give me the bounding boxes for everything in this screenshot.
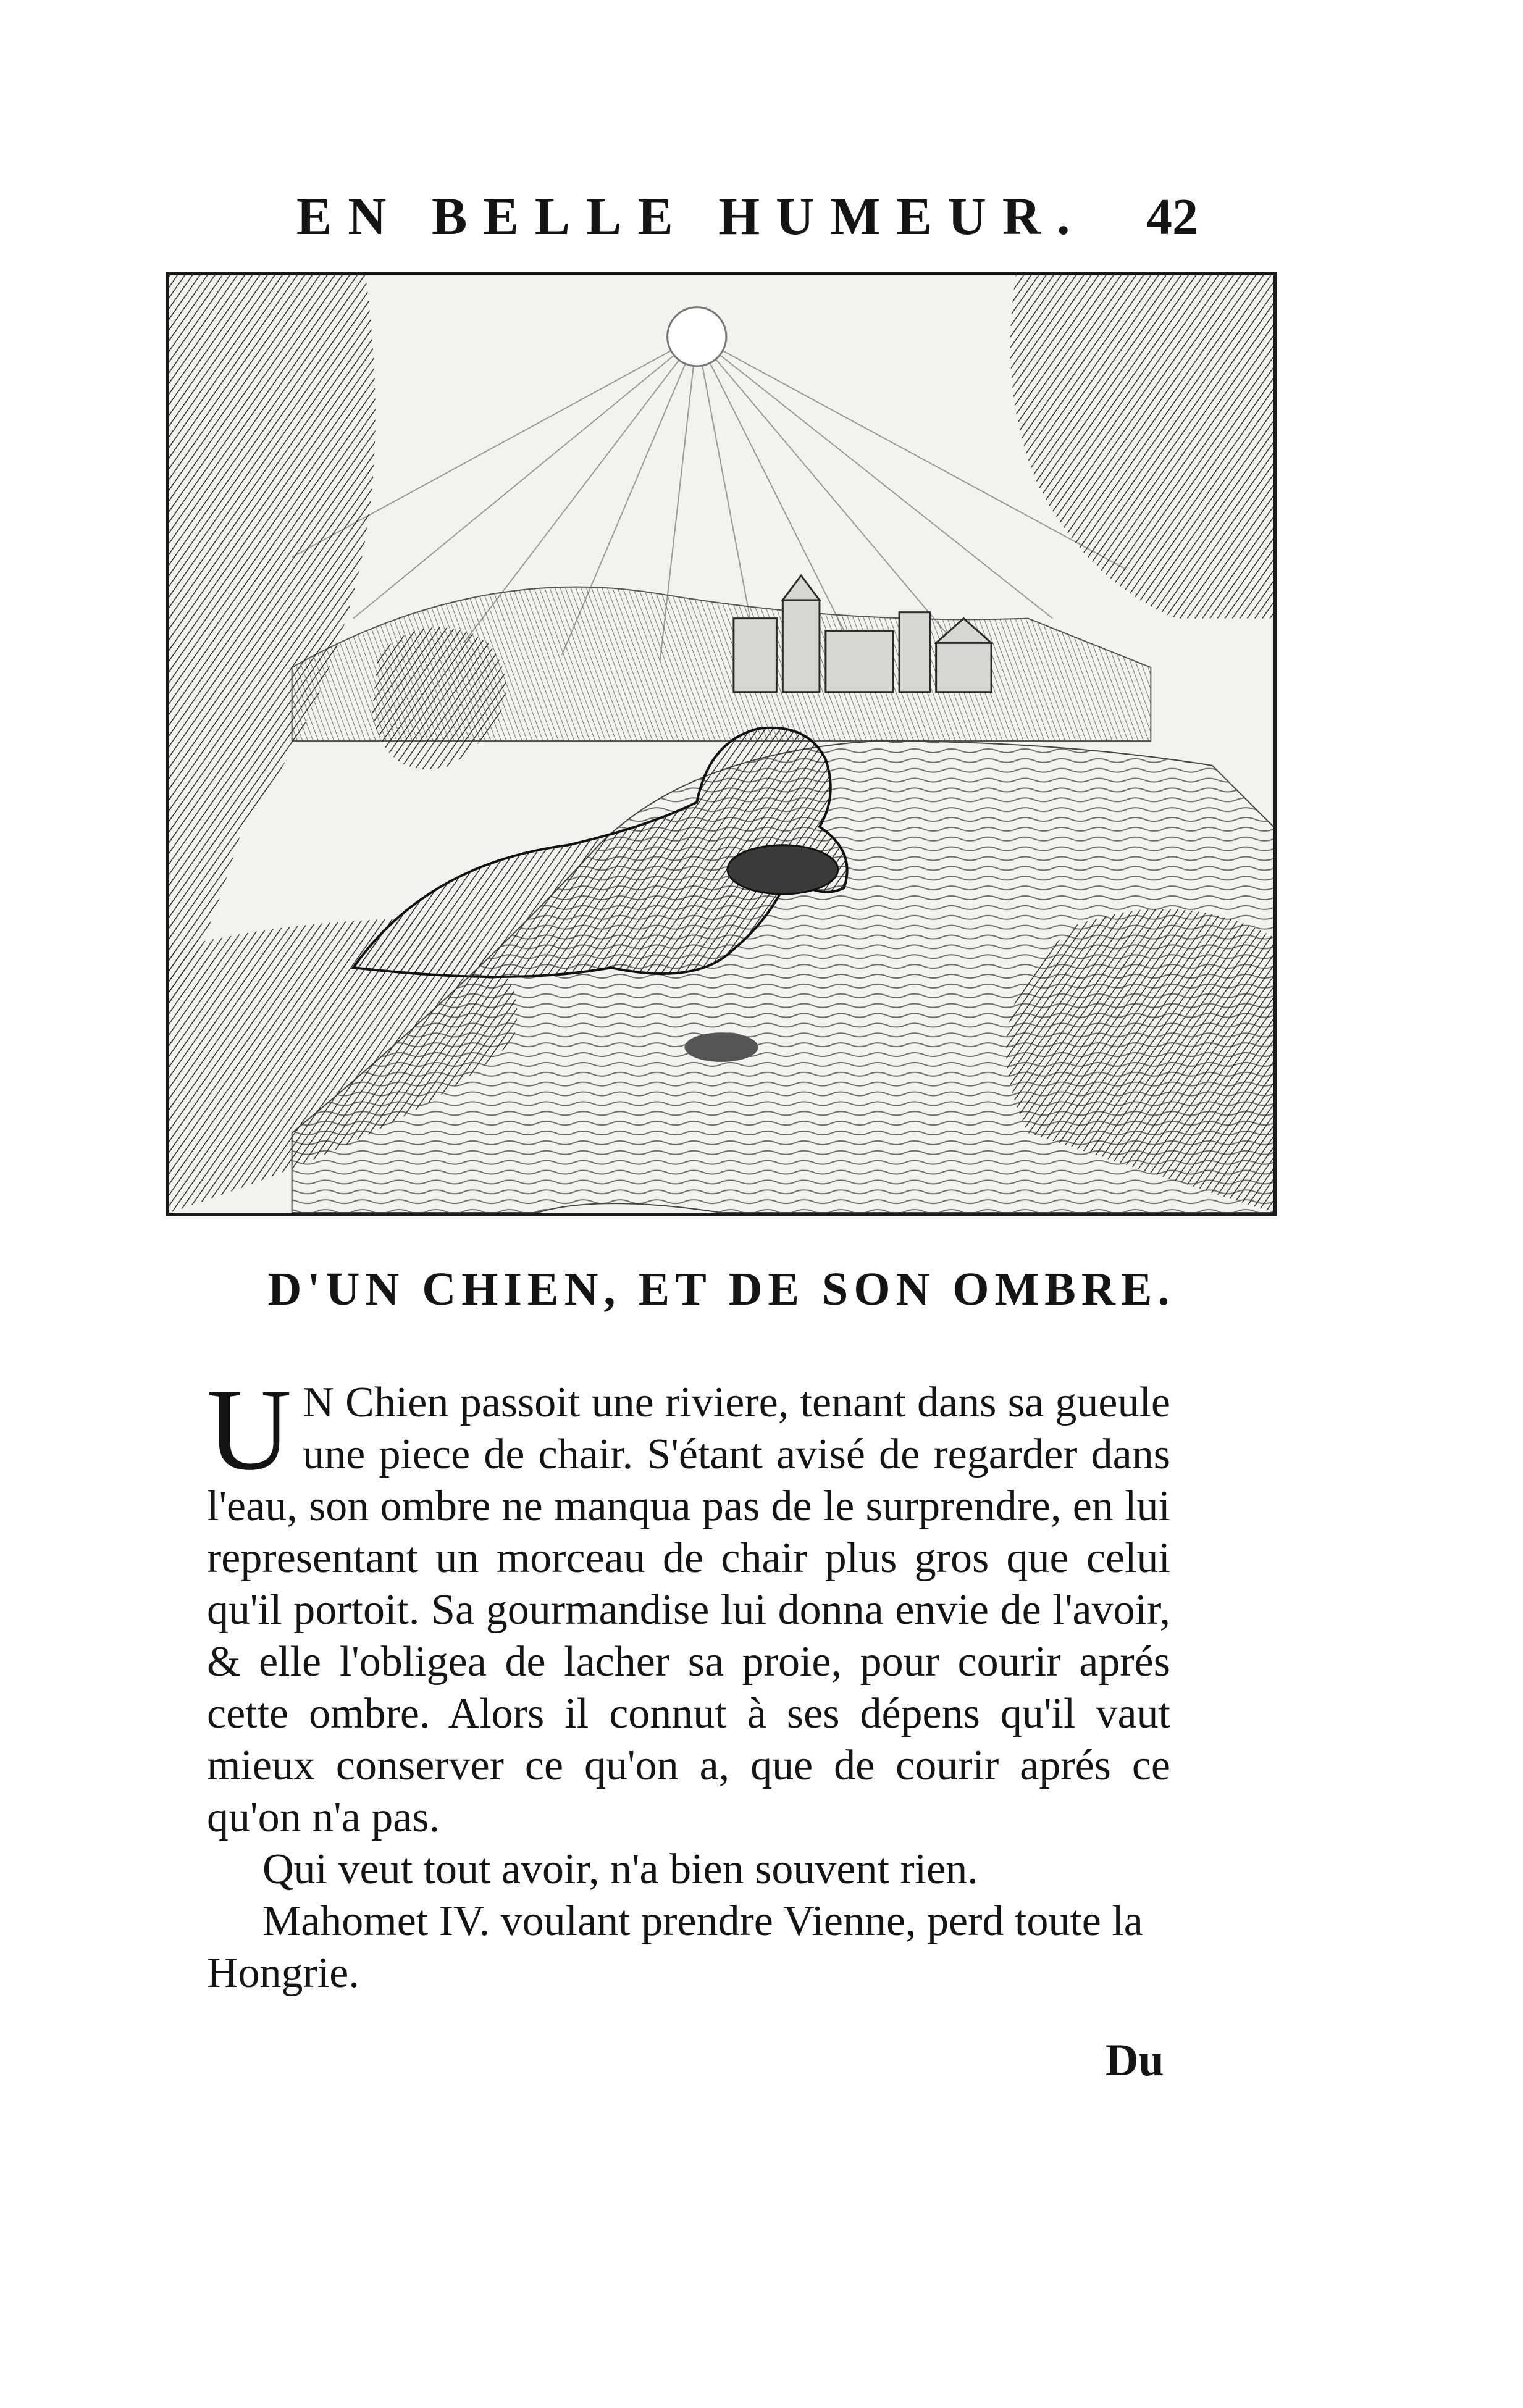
- running-title: EN BELLE HUMEUR.: [296, 186, 1086, 246]
- engraving-illustration: [166, 272, 1277, 1216]
- fable-body: [207, 1365, 1170, 1999]
- running-header: [296, 185, 1198, 259]
- fable-paragraph: [207, 1365, 1170, 1844]
- page-number: 42: [1146, 188, 1198, 246]
- catchword: Du: [1106, 2035, 1164, 2086]
- fable-title: D'UN CHIEN, ET DE SON OMBRE.: [267, 1263, 1175, 1315]
- fable-paragraph-text: N Chien passoit une riviere, tenant dans sa gueule une piece de chair. S'étant avisé de regarder dans l'eau, son ombre ne manqua pas de le surprendre, en lui representant un morceau de chair plus gros que celui qu'il portoit. Sa gourmandise lui donna envie de l'avoir, & elle l'obligea de lacher sa proie, pour courir aprés cette ombre. Alors il connut à ses dépens qu'il vaut mieux conserver ce qu'on a, que de courir aprés ce qu'on n'a pas.: [207, 1379, 1170, 1841]
- drop-cap: U: [207, 1365, 292, 1495]
- engraving-dog-river-icon: [169, 275, 1273, 1213]
- moral-line-2: Mahomet IV. voulant prendre Vienne, perd toute la Hongrie.: [207, 1897, 1143, 1997]
- moral-line-1: Qui veut tout avoir, n'a bien souvent rien.: [262, 1846, 978, 1893]
